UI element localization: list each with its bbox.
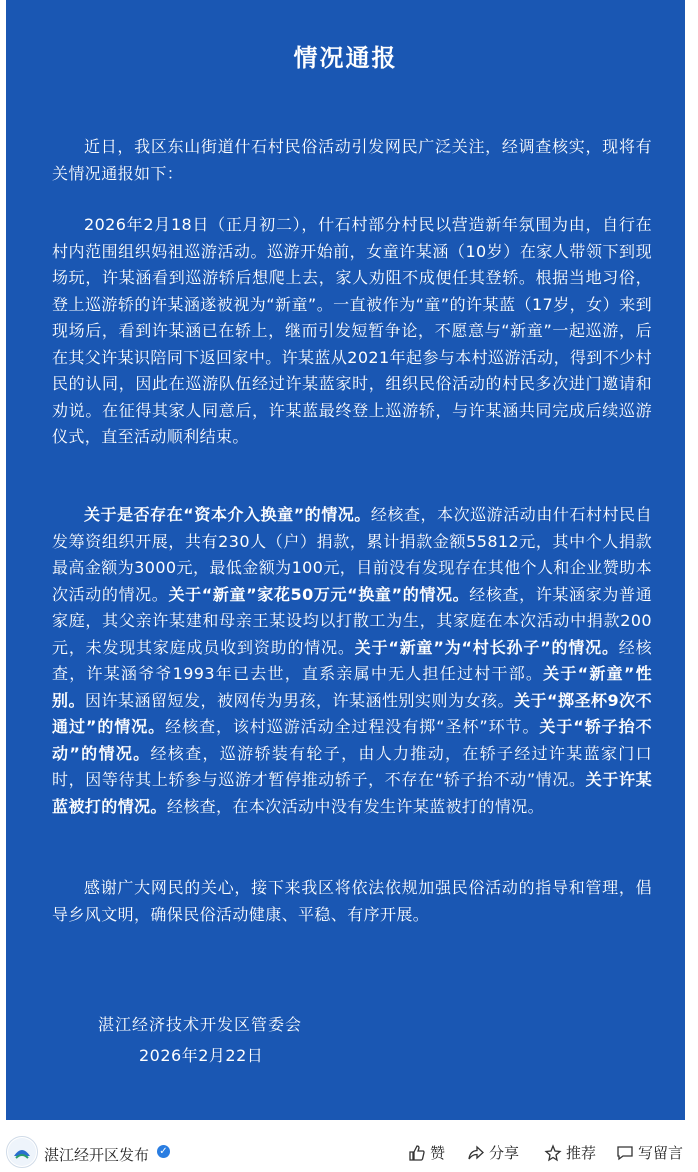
comment-label: 写留言	[638, 1144, 684, 1162]
comment-button[interactable]	[616, 1142, 683, 1163]
finding-text: 经核查，在本次活动中没有发生许某蓝被打的情况。	[166, 796, 545, 816]
paragraph-event	[52, 212, 652, 451]
paragraph-closing	[52, 875, 652, 928]
paragraph-text: 近日，我区东山街道什石村民俗活动引发网民广泛关注，经调查核实，现将有关情况通报如下：	[52, 137, 652, 183]
paragraph-text: 感谢广大网民的关心，接下来我区将依法依规加强民俗活动的指导和管理，倡导乡风文明，确保民俗活动健康、平稳、有序开展。	[52, 878, 652, 924]
finding-heading: 关于许某蓝被打的情况。	[52, 770, 652, 816]
paragraph-findings	[52, 502, 652, 820]
signature: 湛江经济技术开发区管委会	[98, 1015, 303, 1034]
notice-title: 情况通报	[293, 44, 398, 72]
issue-date: 2026年2月22日	[139, 1046, 264, 1065]
logo-icon	[7, 1137, 37, 1167]
share-label: 分享	[489, 1144, 520, 1162]
finding-text: 因许某涵留短发，被网传为男孩，许某涵性别实则为女孩。	[85, 690, 514, 710]
account-avatar[interactable]	[6, 1136, 38, 1168]
share-icon	[467, 1144, 485, 1162]
thumbs-up-icon	[408, 1144, 426, 1162]
paragraph-text: 2026年2月18日（正月初二），什石村部分村民以营造新年氛围为由，自行在村内范围组织妈祖巡游活动。巡游开始前，女童许某涵（10岁）在家人带领下到现场玩，许某涵看到巡游轿后想爬上去，家人劝阻不成便任其登轿。根据当地习俗，登上巡游轿的许某涵遂被视为“新童”。一直被作为“童”的许某蓝（17岁，女）来到现场后，看到许某涵已在轿上，继而引发短暂争论，不愿意与“新童”一起巡游，后在其父许某识陪同下返回家中。许某蓝从2021年起参与本村巡游活动，得到不少村民的认同，因此在巡游队伍经过许某蓝家时，组织民俗活动的村民多次进门邀请和劝说。在征得其家人同意后，许某蓝最终登上巡游轿，与许某涵共同完成后续巡游仪式，直至活动顺利结束。	[52, 215, 652, 446]
finding-heading: 关于“掷圣杯9次不通过”的情况。	[52, 690, 652, 736]
verified-icon: ✓	[157, 1145, 170, 1158]
finding-heading: 关于“新童”家花50万元“换童”的情况。	[168, 584, 470, 604]
finding-text: 经核查，该村巡游活动全过程没有掷“圣杯”环节。	[165, 717, 540, 736]
finding-text: 经核查，许某涵爷爷1993年已去世，直系亲属中无人担任过村干部。	[52, 637, 652, 683]
notice-image	[6, 0, 685, 1120]
paragraph-text	[52, 502, 652, 820]
like-label: 赞	[430, 1144, 446, 1162]
account-name[interactable]: 湛江经开区发布	[44, 1146, 150, 1164]
finding-heading: 关于“新童”为“村长孙子”的情况。	[354, 637, 619, 657]
bottom-action-bar	[0, 1132, 698, 1172]
like-button[interactable]	[408, 1142, 445, 1163]
finding-text: 经核查，巡游轿装有轮子，由人力推动，在轿子经过许某蓝家门口时，因等待其上轿参与巡游才暂停推动轿子，不存在“轿子抬不动”情况。	[52, 743, 653, 789]
recommend-button[interactable]	[544, 1142, 596, 1163]
share-button[interactable]	[467, 1142, 519, 1163]
recommend-label: 推荐	[566, 1144, 597, 1162]
comment-icon	[616, 1144, 634, 1162]
paragraph-intro	[52, 134, 652, 187]
finding-heading: 关于是否存在“资本介入换童”的情况。	[84, 505, 371, 524]
finding-text: 经核查，本次巡游活动由什石村村民自发筹资组织开展，共有230人（户）捐款，累计捐款金额55812元，其中个人捐款最高金额为3000元，最低金额为100元，目前没有发现存在其他个人和企业赞助本次活动的情况。	[52, 505, 652, 604]
finding-heading: 关于“新童”性别。	[52, 664, 652, 710]
finding-heading: 关于“轿子抬不动”的情况。	[52, 717, 652, 763]
finding-text: 经核查，许某涵家为普通家庭，其父亲许某建和母亲王某设均以打散工为生，其家庭在本次活动中捐款200元，未发现其家庭成员收到资助的情况。	[52, 584, 652, 657]
recommend-icon	[544, 1144, 562, 1162]
